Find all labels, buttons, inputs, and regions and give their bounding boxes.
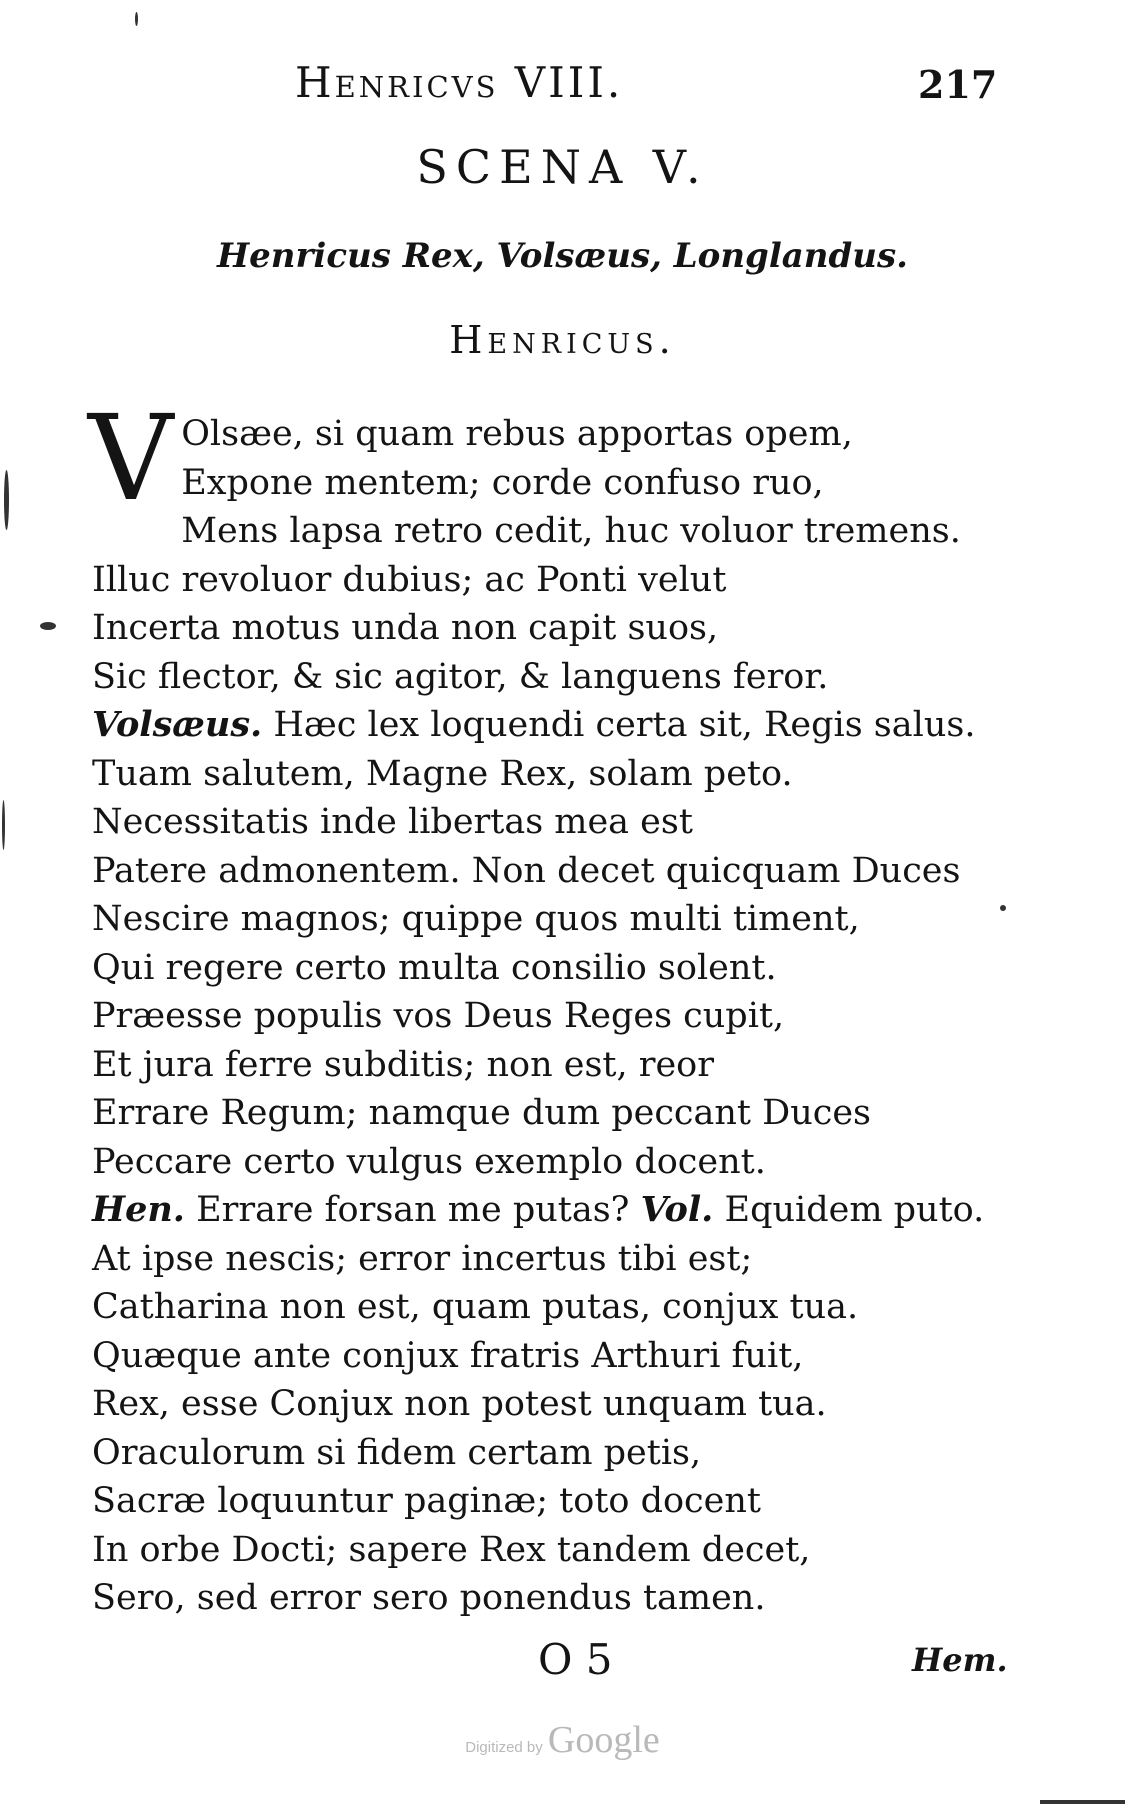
verse-line — [92, 459, 1022, 508]
characters-list: Henricus Rex, Volsæus, Longlandus. — [217, 236, 908, 276]
speaker-label: Vol. — [640, 1189, 714, 1230]
catchline — [0, 1635, 1125, 1695]
verse-line — [92, 847, 1022, 896]
verse-text: Equidem puto. — [724, 1190, 985, 1230]
scan-speck — [1040, 1800, 1125, 1804]
verse-text: Præesse populis vos Deus Reges cupit, — [92, 996, 785, 1036]
verse-text: Hæc lex loquendi certa sit, Regis salus. — [273, 705, 976, 745]
verse-text: Expone mentem; corde confuso ruo, — [181, 462, 824, 503]
verse-text: Necessitatis inde libertas mea est — [92, 802, 693, 842]
verse-line — [92, 1429, 1022, 1478]
verse-text: Sero, sed error sero ponendus tamen. — [92, 1578, 766, 1618]
verse-line — [92, 1526, 1022, 1575]
verse-text: Et jura ferre subditis; non est, reor — [92, 1044, 714, 1085]
verse-line — [92, 604, 1022, 653]
scan-speck — [40, 622, 56, 630]
verse-line — [92, 507, 1022, 556]
catchword: Hem. — [912, 1641, 1008, 1679]
watermark-prefix: Digitized by — [465, 1739, 543, 1756]
speaker-label: Hen. — [92, 1189, 185, 1230]
verse-line — [92, 1138, 1022, 1187]
signature-mark: O 5 — [538, 1635, 613, 1684]
verse-line — [92, 1089, 1022, 1138]
verse-line — [92, 1235, 1022, 1284]
verse-text: Catharina non est, quam putas, conjux tua. — [92, 1287, 859, 1327]
verse-text: Qui regere certo multa consilio solent. — [92, 947, 777, 988]
running-head — [0, 58, 1125, 118]
verse-line — [92, 1332, 1022, 1381]
verse-line — [92, 1186, 1022, 1235]
verse-text: Rex, esse Conjux non potest unquam tua. — [92, 1384, 827, 1424]
running-head-title: Henricvs VIII. — [295, 58, 624, 107]
scan-speck — [2, 800, 5, 850]
verse-line — [92, 653, 1022, 702]
verse-text: Errare Regum; namque dum peccant Duces — [92, 1093, 872, 1133]
verse-text: Quæque ante conjux fratris Arthuri fuit, — [92, 1335, 804, 1376]
speaker-heading: Henricus. — [449, 318, 676, 362]
verse-line — [92, 798, 1022, 847]
scan-speck — [4, 470, 9, 530]
verse-line — [92, 701, 1022, 750]
verse-line — [92, 992, 1022, 1041]
verse-text: Errare forsan me putas? — [196, 1190, 630, 1230]
verse-text: Oraculorum si fidem certam petis, — [92, 1432, 702, 1473]
verse-text: Patere admonentem. Non decet quicquam Duces — [92, 850, 961, 891]
verse-line — [92, 750, 1022, 799]
verse-text: Illuc revoluor dubius; ac Ponti velut — [92, 559, 727, 600]
verse-line — [92, 944, 1022, 993]
verse-text: In orbe Docti; sapere Rex tandem decet, — [92, 1529, 811, 1570]
verse-line — [92, 895, 1022, 944]
verse-text: Sacræ loquuntur paginæ; toto docent — [92, 1481, 761, 1521]
scan-speck — [1000, 905, 1006, 911]
watermark-brand: Google — [547, 1719, 660, 1761]
verse-text: Incerta motus unda non capit suos, — [92, 608, 719, 648]
verse-text: Peccare certo vulgus exemplo docent. — [92, 1141, 766, 1182]
scan-speck — [135, 12, 138, 26]
verse-text: Sic flector, & sic agitor, & languens feror. — [92, 656, 829, 697]
verse-text: Tuam salutem, Magne Rex, solam peto. — [92, 753, 793, 794]
scene-heading: SCENA V. — [416, 140, 709, 194]
verse-text: Nescire magnos; quippe quos multi timent, — [92, 899, 860, 939]
verse-text: Mens lapsa retro cedit, huc voluor tremens. — [181, 511, 961, 551]
verse-line — [92, 1380, 1022, 1429]
drop-cap: V — [88, 389, 174, 527]
verse-block — [88, 389, 1022, 1623]
verse-text: At ipse nescis; error incertus tibi est; — [92, 1238, 753, 1279]
verse-line — [92, 556, 1022, 605]
verse-line — [92, 1574, 1022, 1623]
verse-line — [92, 1041, 1022, 1090]
verse-line — [92, 410, 1022, 459]
page-number: 217 — [918, 62, 998, 107]
speaker-label: Volsæus. — [92, 704, 263, 745]
verse-line — [92, 1477, 1022, 1526]
digitization-watermark — [0, 1718, 1125, 1762]
verse-text: Olsæe, si quam rebus apportas opem, — [181, 414, 853, 454]
verse-line — [92, 1283, 1022, 1332]
